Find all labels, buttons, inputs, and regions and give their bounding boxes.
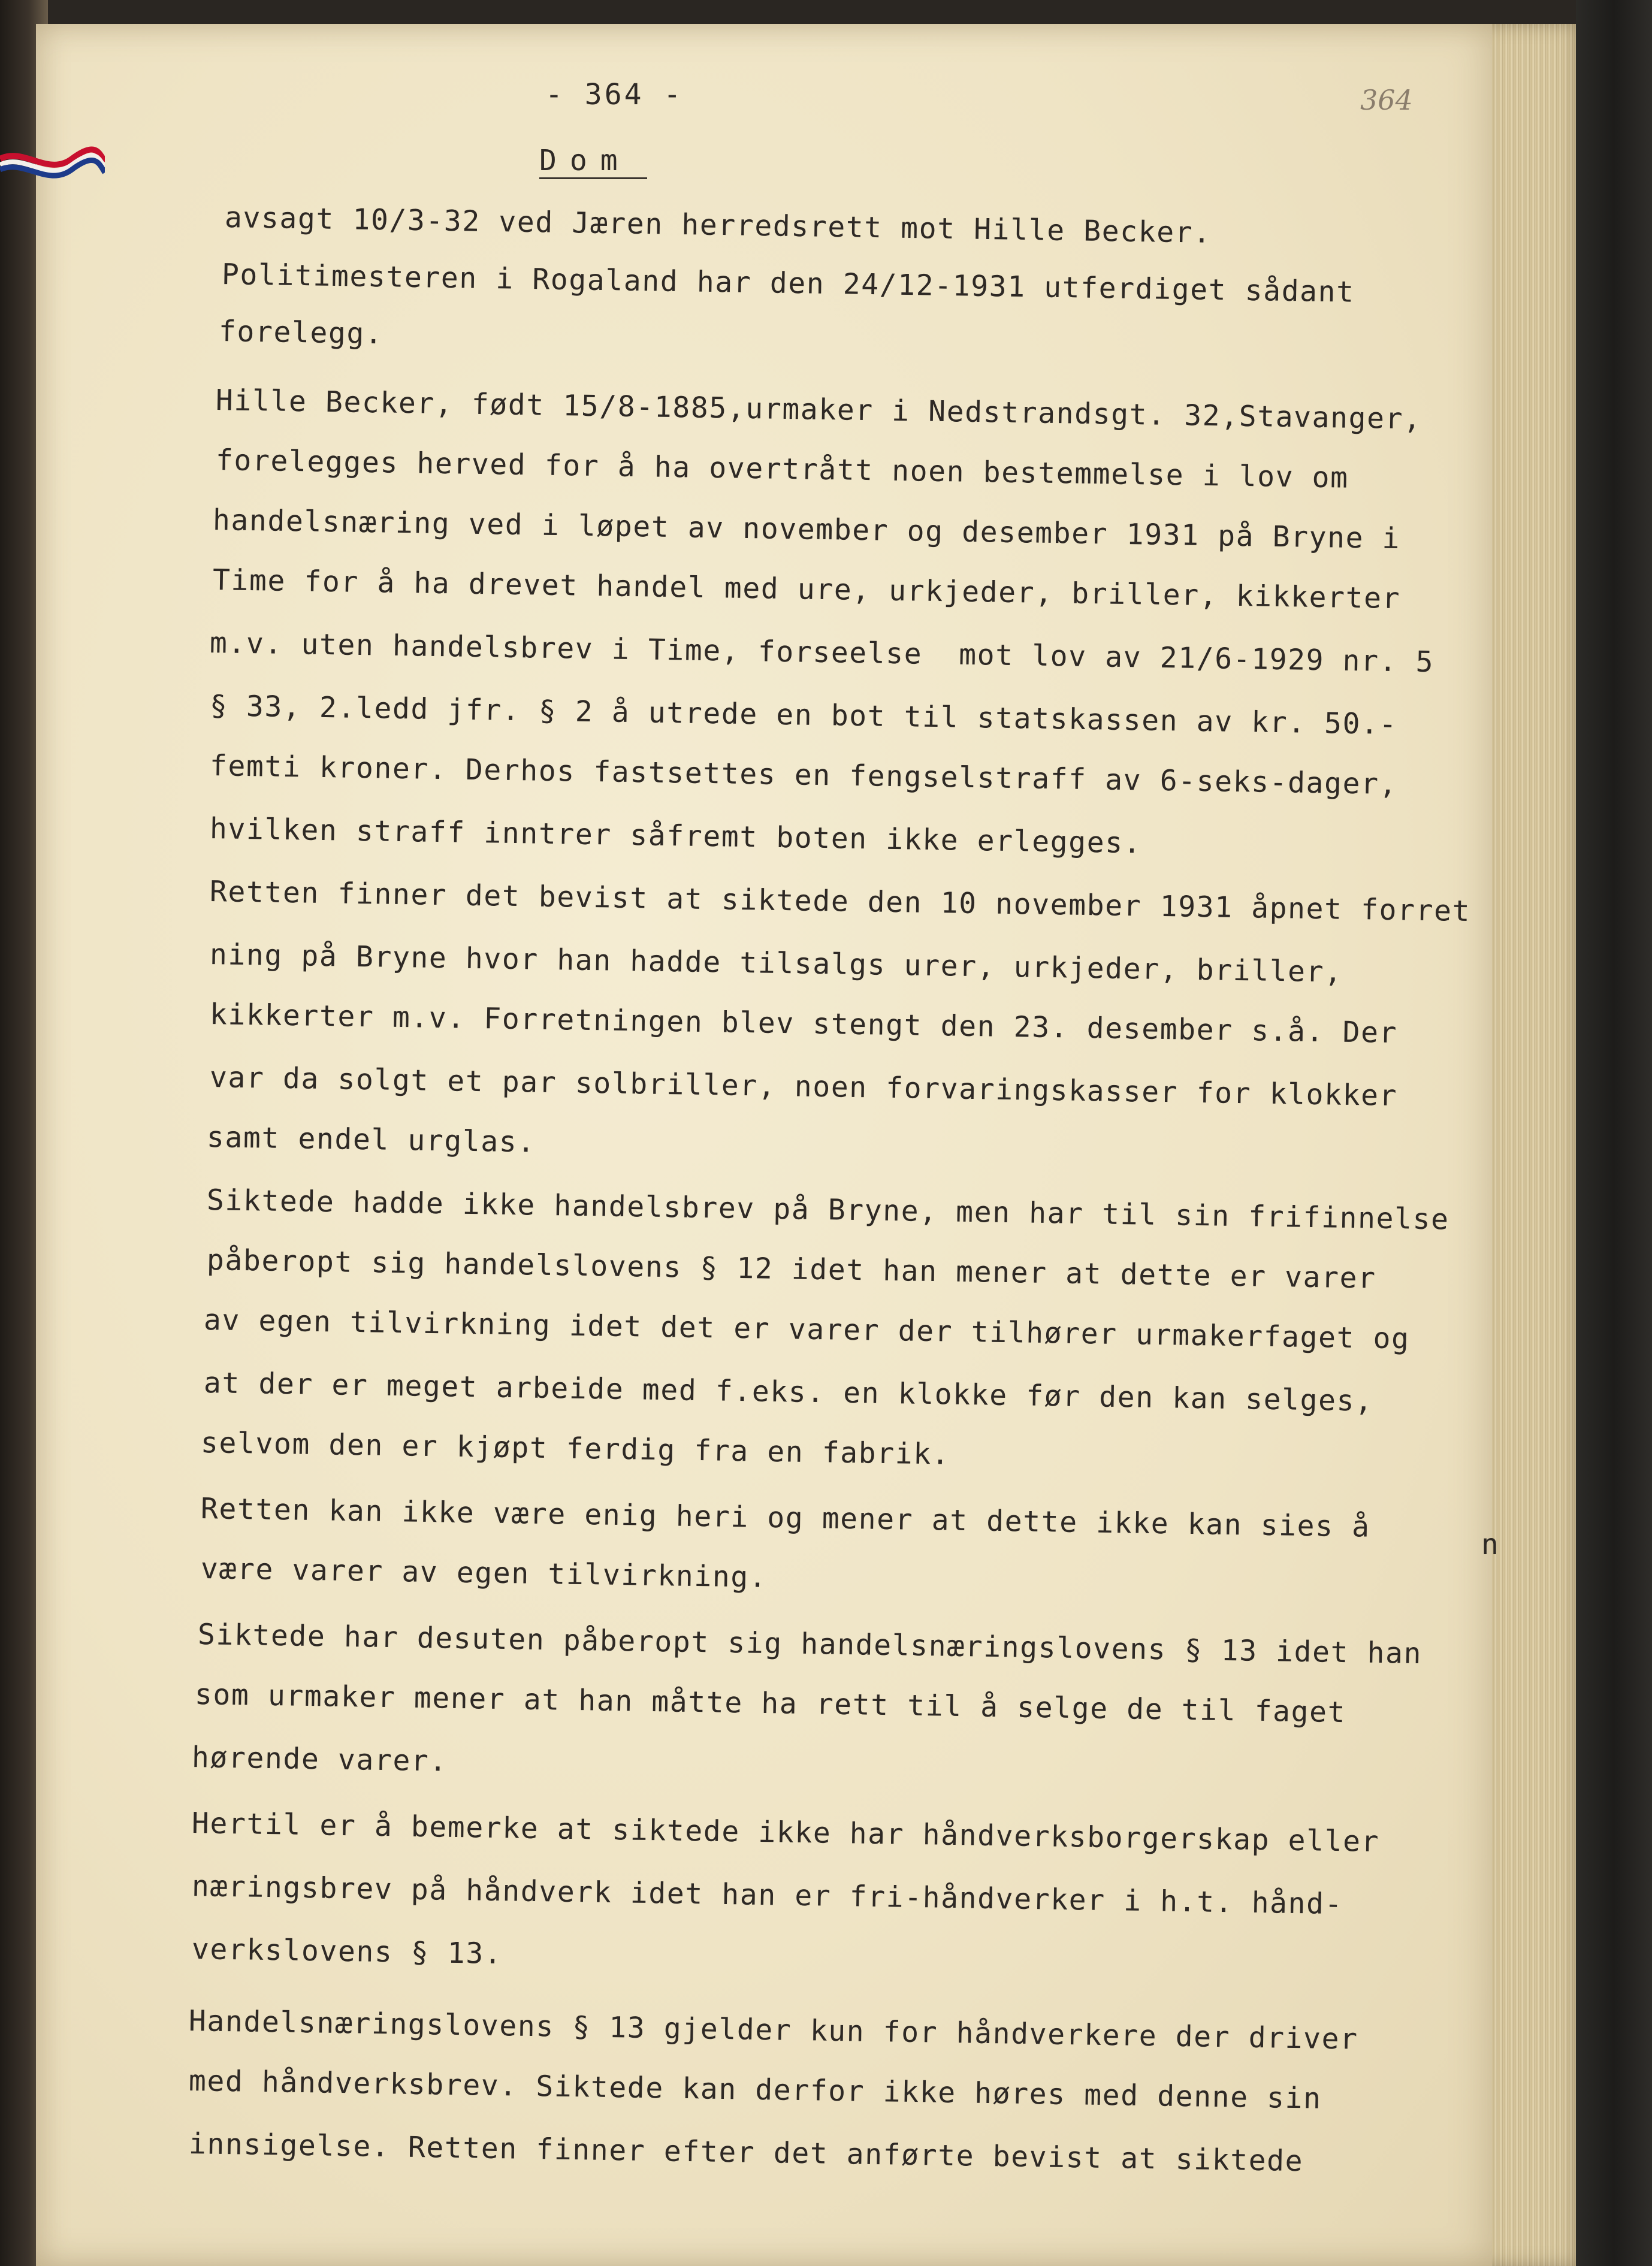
text-line: samt endel urglas. [206,1120,536,1159]
text-line: hvilken straff inntrer såfremt boten ikke erlegges. [209,812,1142,860]
text-line: Retten kan ikke være enig heri og mener at dette ikke kan sies å [200,1492,1371,1544]
text-line: være varer av egen tilvirkning. [200,1552,768,1594]
text-line: Politimesteren i Rogaland har den 24/12-1931 utferdiget sådant [221,258,1355,309]
text-line: kikkerter m.v. Forretningen blev stengt den 23. desember s.å. Der [209,998,1398,1050]
text-line: avsagt 10/3-32 ved Jæren herredsrett mot Hille Becker. [224,201,1212,250]
text-line: av egen tilvirkning idet det er varer der tilhører urmakerfaget og [203,1303,1411,1356]
text-line: Handelsnæringslovens § 13 gjelder kun for håndverkere der driver [188,2004,1359,2056]
text-line: femti kroner. Derhos fastsettes en fengselstraff av 6-seks-dager, [209,749,1398,802]
text-line: Hertil er å bemerke at siktede ikke har håndverksborgerskap eller [191,1806,1380,1859]
text-line: innsigelse. Retten finner efter det anførte bevist at siktede [188,2127,1304,2179]
margin-letter: n [1481,1528,1499,1561]
text-line: som urmaker mener at han måtte ha rett til å selge de til faget [194,1678,1346,1730]
text-line: verkslovens § 13. [191,1932,503,1971]
text-line: Time for å ha drevet handel med ure, urkjeder, briller, kikkerter [212,563,1401,616]
document-title: Dom [539,144,631,177]
page-block-edges [1492,24,1588,2266]
text-line: var da solgt et par solbriller, noen forvaringskasser for klokker [209,1061,1398,1113]
title-underline [539,177,647,179]
text-line: forelegges herved for å ha overtrått noen bestemmelse i lov om [215,443,1349,495]
text-line: forelegg. [218,315,383,351]
book-cover [1576,0,1652,2266]
text-line: Retten finner det bevist at siktede den 10 november 1931 åpnet forret [209,875,1471,929]
text-line: selvom den er kjøpt ferdig fra en fabrik. [200,1426,950,1472]
pencil-page-note: 364 [1360,84,1413,116]
bookmark-ribbon [0,135,105,189]
text-line: § 33, 2.ledd jfr. § 2 å utrede en bot til statskassen av kr. 50.- [209,689,1398,742]
text-line: hørende varer. [191,1741,448,1778]
text-line: med håndverksbrev. Siktede kan derfor ikke høres med denne sin [188,2064,1322,2116]
text-line: at der er meget arbeide med f.eks. en klokke før den kan selges, [203,1366,1374,1418]
text-line: påberopt sig handelslovens § 12 idet han mener at dette er varer [206,1243,1377,1295]
text-line: Siktede hadde ikke handelsbrev på Bryne, men har til sin frifinnelse [206,1183,1450,1237]
page-number: - 364 - [545,78,684,111]
text-line: m.v. uten handelsbrev i Time, forseelse mot lov av 21/6-1929 nr. 5 [209,626,1434,679]
text-line: Hille Becker, født 15/8-1885,urmaker i Nedstrandsgt. 32,Stavanger, [215,383,1423,436]
text-line: Siktede har desuten påberopt sig handelsnæringslovens § 13 idet han [197,1618,1423,1671]
text-line: handelsnæring ved i løpet av november og desember 1931 på Bryne i [212,503,1401,556]
text-line: næringsbrev på håndverk idet han er fri-håndverker i h.t. hånd- [191,1869,1343,1921]
text-line: ning på Bryne hvor han hadde tilsalgs urer, urkjeder, briller, [209,938,1343,989]
